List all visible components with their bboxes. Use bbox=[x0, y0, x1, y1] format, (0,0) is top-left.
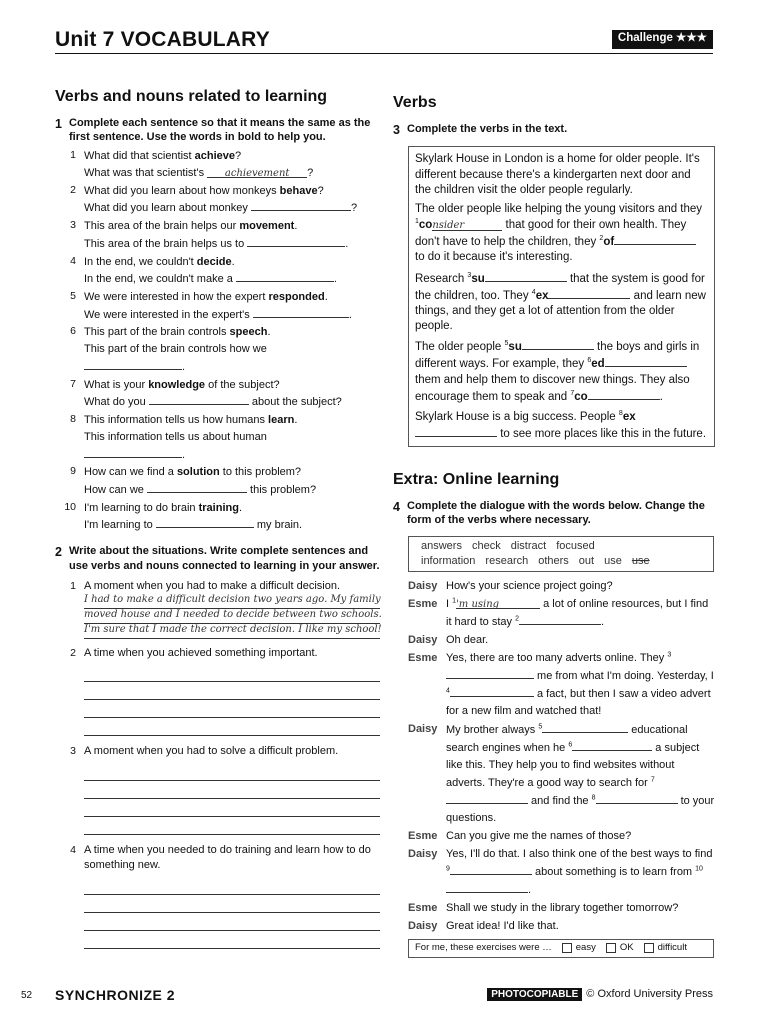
answer-field[interactable] bbox=[84, 358, 182, 370]
answer-field[interactable] bbox=[548, 287, 630, 299]
list-item: 4 A time when you needed to do training and learn how to do something new. bbox=[70, 844, 371, 872]
answer-field[interactable] bbox=[446, 667, 534, 679]
dialogue-line: Esme I $^1$'m using a lot of online resources, but I find it hard to stay $^2$ . bbox=[408, 597, 709, 629]
difficult-checkbox[interactable] bbox=[644, 943, 654, 953]
answer-field[interactable]: 'm using bbox=[456, 597, 540, 609]
dialogue-line: Esme Shall we study in the library together tomorrow? bbox=[408, 901, 679, 914]
answer-field[interactable] bbox=[614, 233, 696, 245]
left-column bbox=[55, 86, 380, 949]
dialogue-line: Daisy Oh dear. bbox=[408, 634, 489, 647]
answer-field[interactable]: achievement bbox=[207, 166, 307, 178]
answer-field[interactable] bbox=[519, 613, 601, 625]
answer-field[interactable] bbox=[247, 235, 345, 247]
list-item: 6 This part of the brain controls speech. bbox=[70, 325, 271, 339]
answer-field[interactable] bbox=[446, 792, 528, 804]
exercise-4-instruction: 4 Complete the dialogue with the words below. Change the form of the verbs where necessary. bbox=[393, 499, 705, 527]
list-item: 1 What did that scientist achieve? bbox=[70, 149, 242, 163]
answer-lines[interactable] bbox=[55, 763, 380, 835]
answer-field[interactable] bbox=[147, 481, 247, 493]
answer-lines[interactable] bbox=[55, 664, 380, 736]
answer-field[interactable] bbox=[251, 199, 351, 211]
list-item: 9 How can we find a solution to this problem? bbox=[70, 465, 302, 479]
answer-field[interactable] bbox=[522, 338, 594, 350]
section-heading: Verbs bbox=[393, 94, 437, 111]
exercise-1-instruction: 1 Complete each sentence so that it means the same as the first sentence. Use the words in bold to help you. bbox=[55, 116, 371, 144]
list-item: 3 A moment when you had to solve a difficult problem. bbox=[70, 745, 339, 758]
list-item: 1 A moment when you had to make a difficult decision. bbox=[70, 579, 340, 592]
dialogue-line: Esme Yes, there are too many adverts online. They $^3$ me from what I'm doing. Yesterday, I $^4$ a fact, but then I saw a video advert for a new film and watched that! bbox=[408, 651, 714, 718]
list-item: 5 We were interested in how the expert responded. bbox=[70, 290, 328, 304]
challenge-badge: Challenge ★★★ bbox=[612, 30, 713, 49]
answer-field[interactable] bbox=[485, 270, 567, 282]
dialogue-line: Daisy Great idea! I'd like that. bbox=[408, 919, 559, 932]
list-item: 7 What is your knowledge of the subject? bbox=[70, 377, 280, 391]
list-item: 8 This information tells us how humans learn. bbox=[70, 413, 298, 427]
answer-field[interactable] bbox=[605, 355, 687, 367]
struck-word: use bbox=[631, 555, 650, 568]
list-item: 2 What did you learn about how monkeys behave? bbox=[70, 183, 324, 197]
answer-field[interactable]: nsider bbox=[432, 219, 502, 231]
publisher: PHOTOCOPIABLE © Oxford University Press bbox=[487, 987, 713, 1002]
answer-field[interactable] bbox=[450, 863, 532, 875]
dialogue-line: Esme Can you give me the names of those? bbox=[408, 829, 632, 842]
list-item: 3 This area of the brain helps our movement. bbox=[70, 219, 298, 233]
exercise-2-items bbox=[55, 579, 380, 949]
page-number: 52 bbox=[21, 990, 33, 1001]
list-item: 10 I'm learning to do brain training. bbox=[64, 500, 243, 514]
dialogue-line: Daisy How's your science project going? bbox=[408, 580, 613, 593]
answer-field[interactable] bbox=[84, 446, 182, 458]
dialogue bbox=[408, 578, 715, 935]
list-item: 4 In the end, we couldn't decide. bbox=[70, 254, 235, 268]
photocopiable-badge: PHOTOCOPIABLE bbox=[487, 988, 582, 1002]
word-box: answers check distract focused information research others out use use bbox=[408, 536, 714, 572]
answer-field[interactable] bbox=[450, 685, 534, 697]
brand-logo: SYNCHRONIZE 2 bbox=[55, 987, 176, 1003]
section-heading: Extra: Online learning bbox=[393, 471, 560, 489]
answer-field[interactable] bbox=[588, 388, 660, 400]
ok-checkbox[interactable] bbox=[606, 943, 616, 953]
unit-title: Unit 7 VOCABULARY bbox=[55, 28, 270, 51]
exercise-3-instruction: 3 Complete the verbs in the text. bbox=[393, 122, 568, 137]
answer-field[interactable] bbox=[542, 721, 628, 733]
dialogue-line: Daisy Yes, I'll do that. I also think one of the best ways to find $^9$ about something is to learn from $^{10}$. bbox=[408, 847, 713, 896]
answer-field[interactable] bbox=[149, 393, 249, 405]
easy-checkbox[interactable] bbox=[562, 943, 572, 953]
answer-field[interactable] bbox=[415, 425, 497, 437]
answer-field[interactable] bbox=[253, 306, 349, 318]
answer-field[interactable] bbox=[596, 792, 678, 804]
section-heading: Verbs and nouns related to learning bbox=[55, 88, 328, 105]
answer-field[interactable] bbox=[572, 739, 652, 751]
self-assessment: For me, these exercises were … easy OK difficult bbox=[408, 939, 714, 958]
list-item: 2 A time when you achieved something important. bbox=[70, 646, 318, 659]
exercise-1-items: 1 What did that scientist achieve? What was that scientist's achievement ? 2 What did you learn about how monkeys behave? What did you learn about monkey ? 3 This area of the brain helps our movement. This area of the brain helps us to . 4 In the end, we couldn't decide. In the end, we couldn't make a . 5 We were interested in how the expert responded. We were interested in the expert's . 6 This part of the brain controls speech. This part of the brain controls how we . 7 What is your knowledge of the subject? What do you about the subject? 8 This information tells us how humans learn. This information tells us about human . 9 How can we find a solution to this problem? How can we this problem? 10 I'm learning to do brain training. I'm learning to my brain. bbox=[55, 148, 380, 534]
answer-field[interactable] bbox=[156, 516, 254, 528]
page-header bbox=[55, 28, 713, 54]
page-footer bbox=[21, 986, 713, 1004]
answer-field[interactable] bbox=[236, 270, 334, 282]
answer-lines[interactable]: I had to make a difficult decision two years ago. My family moved house and I needed to decide between two schools. I'm sure that I made the correct decision. I like my school! bbox=[55, 594, 380, 639]
exercise-2-instruction: 2 Write about the situations. Write complete sentences and use verbs and nouns connected to learning in your answer. bbox=[55, 545, 380, 572]
answer-lines[interactable] bbox=[55, 877, 380, 949]
answer-field[interactable] bbox=[446, 881, 528, 893]
dialogue-line: Daisy My brother always $^5$ educational search engines when he $^6$ a subject like this. They help you to find websites without adverts. They're a good way to search for $^7$ and find the $^8$ to your questions. bbox=[408, 723, 715, 824]
right-column bbox=[393, 92, 715, 958]
reading-text-box: Skylark House in London is a home for older people. It's different because there's a kindergarten next door and the children visit the older people regularly. The older people like helping the young visitors and they $^1$consider that good for their own health. They don't have to help the children, they $^2$of to do it because it's interesting. Research $^3$su that the system is good for the children, too. They $^4$ex and learn new things, and they get a lot of attention from the older people. The older people $^5$su the boys and girls in different ways. For example, they $^6$ed them and help them to discover new things. They also encourage them to speak and $^7$co . Skylark House is a big success. People $^8$ex to see more places like this in the future. bbox=[408, 146, 715, 447]
